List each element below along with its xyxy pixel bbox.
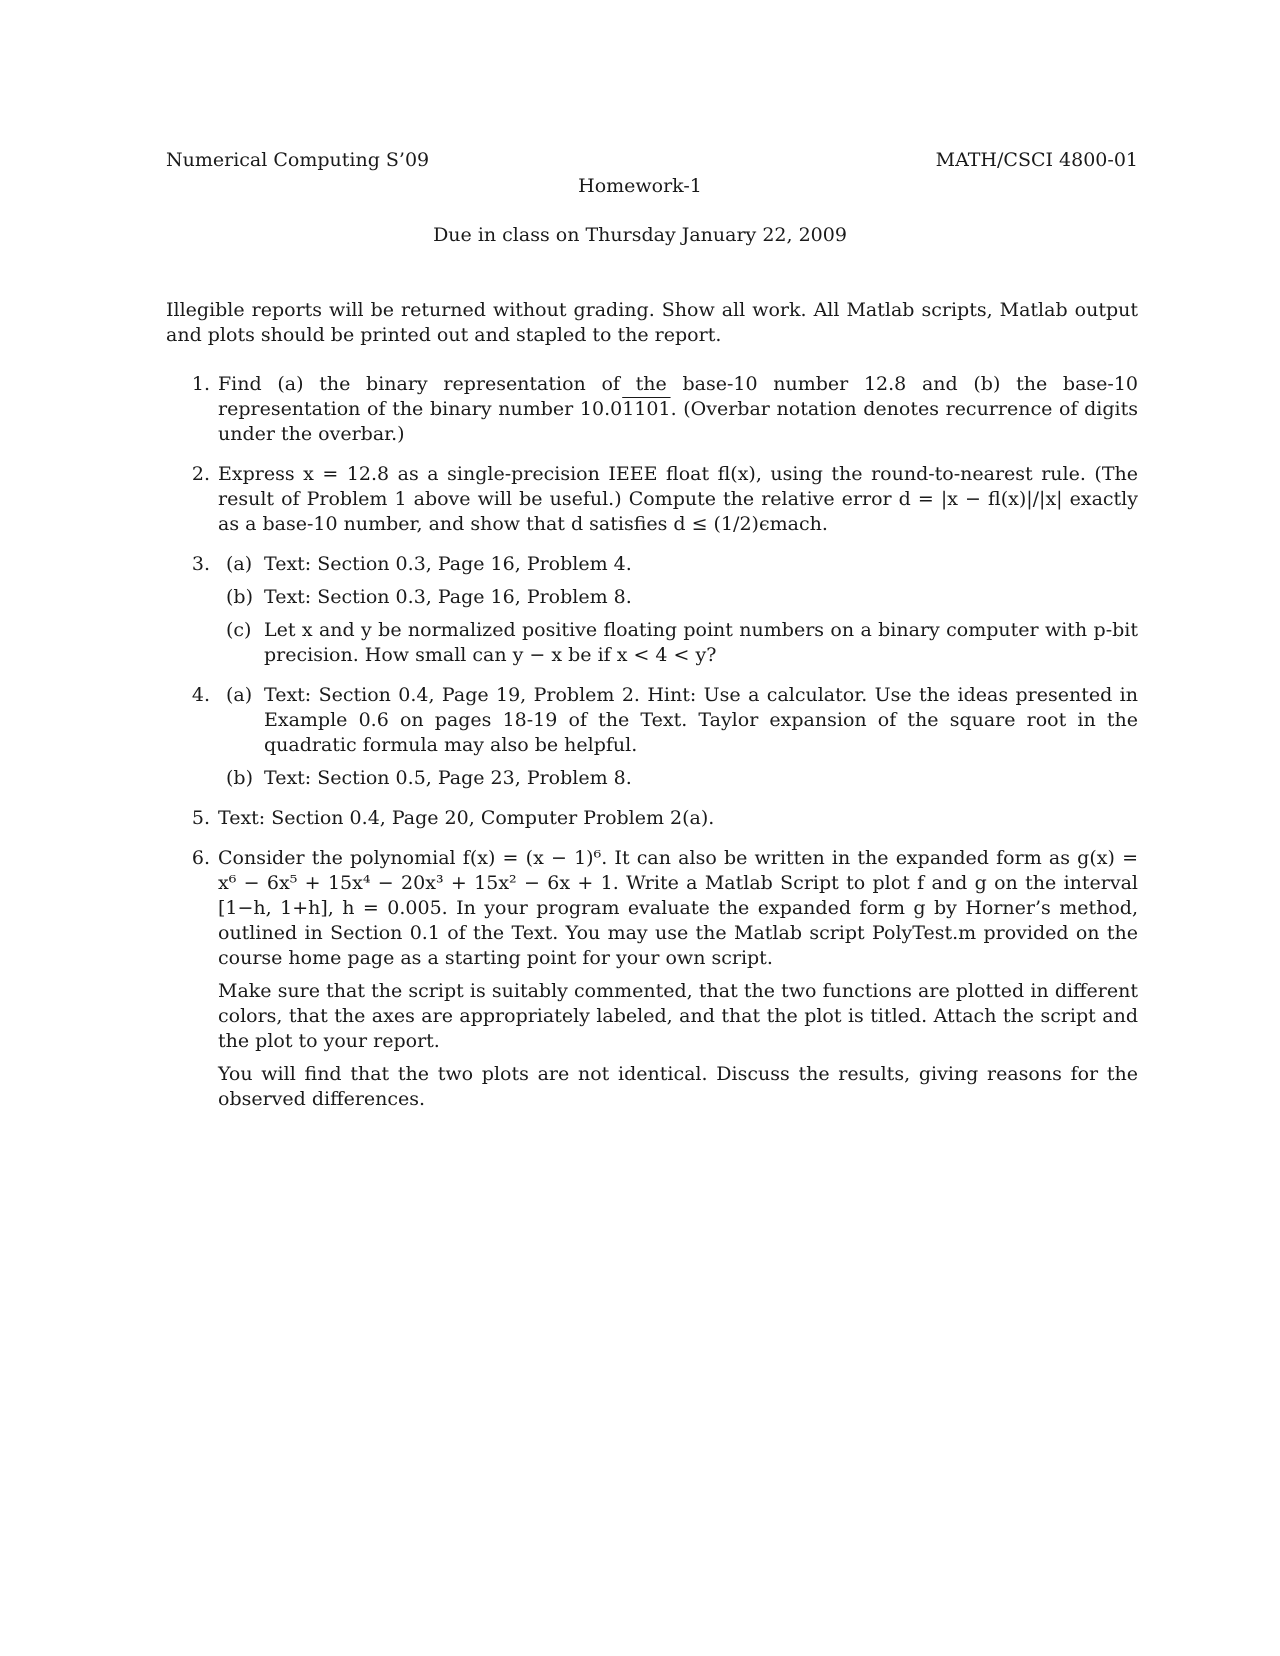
subproblem-text: Text: Section 0.3, Page 16, Problem 8.: [264, 586, 632, 608]
overbar-digits: 1101: [622, 398, 671, 420]
problem-3: [166, 552, 1138, 668]
subproblem-b: [218, 585, 1138, 610]
subproblem-text: Text: Section 0.4, Page 19, Problem 2. Hint: Use a calculator. Use the ideas presented in Example 0.6 on pages 18-19 of the Text. Taylor expansion of the square root in the quadratic formula may also be helpful.: [264, 684, 1138, 756]
problem-text: Find (a) the binary representation of the base-10 number 12.8 and (b) the base-10 representation of the binary number 10.01101. (Overbar notation denotes recurrence of digits under the overbar.): [218, 373, 1138, 445]
problem-number: 5.: [191, 807, 210, 829]
subproblem-a: [218, 683, 1138, 758]
problem-4: [166, 683, 1138, 791]
problem-number: 4.: [191, 684, 210, 706]
problem-6: [166, 846, 1138, 1112]
subproblem-c: [218, 618, 1138, 668]
course-code: MATH/CSCI 4800-01: [935, 149, 1138, 171]
problem-5: [166, 806, 1138, 831]
subproblem-label: (c): [226, 619, 252, 641]
intro-paragraph: Illegible reports will be returned without grading. Show all work. All Matlab scripts, Matlab output and plots should be printed out and stapled to the report.: [166, 299, 1138, 346]
subproblem-label: (a): [226, 684, 253, 706]
problem-2: [166, 462, 1138, 537]
problem-number: 1.: [191, 373, 210, 395]
subproblem-text: Text: Section 0.3, Page 16, Problem 4.: [264, 553, 632, 575]
problem-number: 2.: [191, 463, 210, 485]
subproblem-text: Let x and y be normalized positive floating point numbers on a binary computer with p-bit precision. How small can y − x be if x < 4 < y?: [264, 619, 1138, 666]
problem-text: Consider the polynomial f(x) = (x − 1)⁶. It can also be written in the expanded form as g(x) = x⁶ − 6x⁵ + 15x⁴ − 20x³ + 15x² − 6x + 1. Write a Matlab Script to plot f and g on the interval [1−h, 1+h], h = 0.005. In your program evaluate the expanded form g by Horner’s method, outlined in Section 0.1 of the Text. You may use the Matlab script PolyTest.m provided on the course home page as a starting point for your own script.: [218, 847, 1138, 969]
problem-text: Text: Section 0.4, Page 20, Computer Problem 2(a).: [218, 807, 715, 829]
problem-text: Express x = 12.8 as a single-precision IEEE float fl(x), using the round-to-nearest rule. (The result of Problem 1 above will be useful.) Compute the relative error d = |x − fl(x)|/|x| exactly as a base-10 number, and show that d satisfies d ≤ (1/2)ϵmach.: [218, 463, 1138, 535]
due-date: Due in class on Thursday January 22, 2009: [433, 224, 847, 246]
course-name: Numerical Computing S’09: [166, 149, 430, 171]
subproblem-b: [218, 766, 1138, 791]
problem-1: [166, 372, 1138, 447]
problem-paragraph-3: You will find that the two plots are not identical. Discuss the results, giving reasons for the observed differences.: [218, 1063, 1138, 1110]
page-title: Homework-1: [578, 175, 702, 197]
subproblem-label: (b): [226, 767, 253, 789]
problem-paragraph-2: Make sure that the script is suitably commented, that the two functions are plotted in different colors, that the axes are appropriately labeled, and that the plot is titled. Attach the script and the plot to your report.: [218, 980, 1138, 1052]
subproblem-label: (a): [226, 553, 253, 575]
subproblem-a: [218, 552, 1138, 577]
problem-list: [166, 372, 1138, 1127]
problem-number: 6.: [191, 847, 210, 869]
subproblem-text: Text: Section 0.5, Page 23, Problem 8.: [264, 767, 632, 789]
subproblem-label: (b): [226, 586, 253, 608]
problem-number: 3.: [191, 553, 210, 575]
